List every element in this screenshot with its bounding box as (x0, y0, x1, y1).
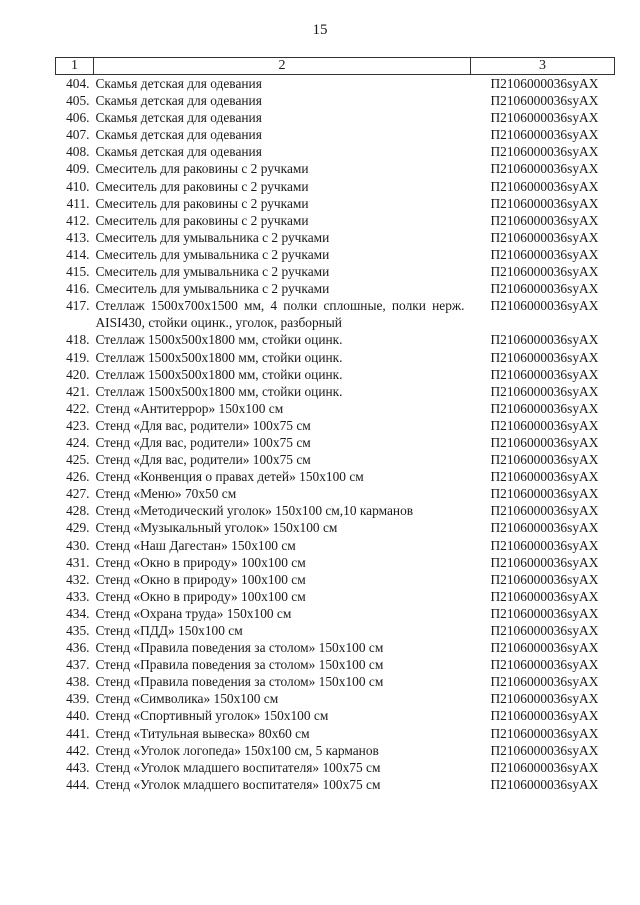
table-row (56, 725, 615, 742)
items-table (55, 57, 615, 793)
row-number: 415. (66, 264, 90, 280)
item-code: П2106000036syAX (490, 366, 599, 382)
item-code: П2106000036syAX (490, 417, 599, 433)
table-row (56, 246, 615, 263)
table-row (56, 742, 615, 759)
item-name: Смеситель для раковины с 2 ручками (95, 195, 309, 211)
table-row (56, 485, 615, 502)
item-name: Стенд «Символика» 150х100 см (95, 691, 279, 707)
table-row (56, 451, 615, 468)
item-code: П2106000036syAX (490, 776, 599, 792)
row-number: 411. (66, 195, 90, 211)
row-number: 426. (66, 469, 90, 485)
table-row (56, 519, 615, 536)
table-row (56, 622, 615, 639)
row-number: 413. (66, 229, 90, 245)
item-name: Стенд «Меню» 70х50 см (95, 486, 237, 502)
table-body (56, 75, 615, 793)
item-name: Стенд «ПДД» 150х100 см (95, 623, 243, 638)
row-number: 406. (66, 110, 90, 126)
item-code: П2106000036syAX (490, 742, 599, 758)
item-code: П2106000036syAX (490, 708, 599, 724)
item-code: П2106000036syAX (490, 110, 599, 126)
item-code: П2106000036syAX (490, 452, 599, 468)
item-code: П2106000036syAX (490, 195, 599, 211)
item-code: П2106000036syAX (490, 657, 599, 673)
table-row (56, 588, 615, 605)
item-code: П2106000036syAX (490, 127, 599, 143)
item-name: Стеллаж 1500х500х1800 мм, стойки оцинк. (95, 349, 343, 365)
item-code: П2106000036syAX (490, 623, 599, 638)
row-number: 407. (66, 127, 90, 143)
row-number: 442. (66, 742, 90, 758)
table-row (56, 400, 615, 417)
item-code: П2106000036syAX (490, 178, 599, 194)
item-name: Смеситель для умывальника с 2 ручками (95, 281, 330, 297)
table-row (56, 383, 615, 400)
item-name: Смеситель для умывальника с 2 ручками (95, 264, 330, 280)
item-code: П2106000036syAX (490, 93, 599, 109)
table-row (56, 126, 615, 143)
row-number: 435. (66, 623, 90, 638)
table-row (56, 759, 615, 776)
item-name: Скамья детская для одевания (95, 144, 262, 160)
table-row (56, 707, 615, 724)
table-row (56, 212, 615, 229)
row-number: 438. (66, 674, 90, 690)
item-code: П2106000036syAX (490, 503, 599, 519)
item-name: Стенд «Окно в природу» 100х100 см (95, 571, 306, 587)
row-number: 404. (66, 76, 90, 91)
item-name: Стенд «Уголок младшего воспитателя» 100х75 см (95, 776, 381, 792)
item-name: Стенд «Для вас, родители» 100х75 см (95, 434, 311, 450)
row-number: 409. (66, 161, 90, 177)
column-header-number: 1 (56, 58, 94, 75)
row-number: 432. (66, 571, 90, 587)
item-name: Скамья детская для одевания (95, 127, 262, 143)
row-number: 433. (66, 588, 90, 604)
item-name: Стенд «Методический уголок» 150х100 см,10 карманов (95, 503, 414, 519)
table-row (56, 639, 615, 656)
row-number: 434. (66, 605, 90, 621)
row-number: 436. (66, 640, 90, 656)
table-row (56, 673, 615, 690)
column-header-code: 3 (471, 58, 615, 75)
item-name: Стенд «Правила поведения за столом» 150х100 см (95, 640, 384, 656)
table-row (56, 417, 615, 434)
row-number: 416. (66, 281, 90, 297)
table-row (56, 468, 615, 485)
item-code: П2106000036syAX (490, 383, 599, 399)
table-row (56, 178, 615, 195)
table-row (56, 229, 615, 246)
item-code: П2106000036syAX (490, 486, 599, 502)
item-code: П2106000036syAX (490, 759, 599, 775)
item-name: Смеситель для умывальника с 2 ручками (95, 229, 330, 245)
row-number: 430. (66, 537, 90, 553)
row-number: 422. (66, 400, 90, 416)
page-number: 15 (312, 22, 328, 38)
row-number: 439. (66, 691, 90, 707)
item-code: П2106000036syAX (490, 674, 599, 690)
row-number: 423. (66, 417, 90, 433)
item-code: П2106000036syAX (490, 332, 599, 348)
row-number: 410. (66, 178, 90, 194)
item-code: П2106000036syAX (490, 229, 599, 245)
row-number: 441. (66, 725, 90, 741)
item-name: Стеллаж 1500х500х1800 мм, стойки оцинк. (95, 332, 343, 348)
table-row (56, 656, 615, 673)
table-row (56, 349, 615, 366)
item-code: П2106000036syAX (490, 537, 599, 553)
item-name: Стеллаж 1500х500х1800 мм, стойки оцинк. (95, 366, 343, 382)
item-code: П2106000036syAX (490, 400, 599, 416)
item-name: Стенд «Окно в природу» 100х100 см (95, 554, 306, 570)
item-name: Скамья детская для одевания (95, 110, 262, 126)
row-number: 414. (66, 246, 90, 262)
item-name: Скамья детская для одевания (95, 93, 262, 109)
item-name: Скамья детская для одевания (95, 76, 262, 91)
item-code: П2106000036syAX (490, 434, 599, 450)
table-header-row (56, 58, 615, 75)
row-number: 427. (66, 486, 90, 502)
item-code: П2106000036syAX (490, 298, 599, 314)
table-row (56, 537, 615, 554)
item-name: Стенд «Правила поведения за столом» 150х100 см (95, 674, 384, 690)
item-name: Смеситель для раковины с 2 ручками (95, 161, 309, 177)
item-code: П2106000036syAX (490, 520, 599, 536)
row-number: 419. (66, 349, 90, 365)
row-number: 440. (66, 708, 90, 724)
item-code: П2106000036syAX (490, 588, 599, 604)
item-name: Стенд «Для вас, родители» 100х75 см (95, 452, 311, 468)
item-code: П2106000036syAX (490, 144, 599, 160)
item-name: Стенд «Спортивный уголок» 150х100 см (95, 708, 329, 724)
table-row (56, 605, 615, 622)
item-code: П2106000036syAX (490, 161, 599, 177)
table-row (56, 263, 615, 280)
item-name: Стенд «Наш Дагестан» 150х100 см (95, 537, 296, 553)
table-row (56, 143, 615, 160)
table-row (56, 776, 615, 793)
item-name: Стенд «Титульная вывеска» 80х60 см (95, 725, 310, 741)
table-row (56, 109, 615, 126)
item-name: Стенд «Музыкальный уголок» 150х100 см (95, 520, 338, 536)
item-code: П2106000036syAX (490, 212, 599, 228)
row-number: 412. (66, 212, 90, 228)
item-name: Смеситель для умывальника с 2 ручками (95, 246, 330, 262)
row-number: 429. (66, 520, 90, 536)
table-row (56, 502, 615, 519)
table-row (56, 690, 615, 707)
item-name: Стенд «Уголок младшего воспитателя» 100х75 см (95, 759, 381, 775)
table-row (56, 160, 615, 177)
table-row (56, 75, 615, 93)
item-name: Стенд «Антитеррор» 150х100 см (95, 400, 284, 416)
item-name: Стеллаж 1500х500х1800 мм, стойки оцинк. (95, 383, 343, 399)
item-code: П2106000036syAX (490, 605, 599, 621)
row-number: 424. (66, 434, 90, 450)
item-code: П2106000036syAX (490, 725, 599, 741)
row-number: 443. (66, 759, 90, 775)
item-code: П2106000036syAX (490, 691, 599, 707)
item-name: Стенд «Уголок логопеда» 150х100 см, 5 карманов (95, 742, 379, 758)
column-header-name: 2 (94, 58, 471, 75)
item-code: П2106000036syAX (490, 246, 599, 262)
table-row (56, 195, 615, 212)
table-row (56, 571, 615, 588)
item-name: Стенд «Охрана труда» 150х100 см (95, 605, 292, 621)
row-number: 421. (66, 383, 90, 399)
item-code: П2106000036syAX (490, 349, 599, 365)
row-number: 431. (66, 554, 90, 570)
row-number: 405. (66, 93, 90, 109)
row-number: 420. (66, 366, 90, 382)
table-row (56, 92, 615, 109)
item-code: П2106000036syAX (490, 76, 599, 91)
item-code: П2106000036syAX (490, 554, 599, 570)
row-number: 418. (66, 332, 90, 348)
item-name: Смеситель для раковины с 2 ручками (95, 212, 309, 228)
item-name: Стенд «Для вас, родители» 100х75 см (95, 417, 311, 433)
item-name: Стенд «Правила поведения за столом» 150х100 см (95, 657, 384, 673)
table-row (56, 366, 615, 383)
item-code: П2106000036syAX (490, 571, 599, 587)
table-row (56, 554, 615, 571)
row-number: 437. (66, 657, 90, 673)
row-number: 408. (66, 144, 90, 160)
item-name: Стенд «Конвенция о правах детей» 150х100 см (95, 469, 364, 485)
table-row (56, 297, 615, 331)
item-name: Смеситель для раковины с 2 ручками (95, 178, 309, 194)
table-row (56, 434, 615, 451)
item-name: Стенд «Окно в природу» 100х100 см (95, 588, 306, 604)
item-code: П2106000036syAX (490, 281, 599, 297)
item-code: П2106000036syAX (490, 640, 599, 656)
row-number: 428. (66, 503, 90, 519)
row-number: 444. (66, 776, 90, 792)
row-number: 425. (66, 452, 90, 468)
row-number: 417. (66, 298, 90, 314)
item-code: П2106000036syAX (490, 264, 599, 280)
item-name: Стеллаж 1500х700х1500 мм, 4 полки сплошные, полки нерж. AISI430, стойки оцинк., уголок, разборный (95, 298, 465, 331)
table-row (56, 331, 615, 348)
table-row (56, 280, 615, 297)
item-code: П2106000036syAX (490, 469, 599, 485)
